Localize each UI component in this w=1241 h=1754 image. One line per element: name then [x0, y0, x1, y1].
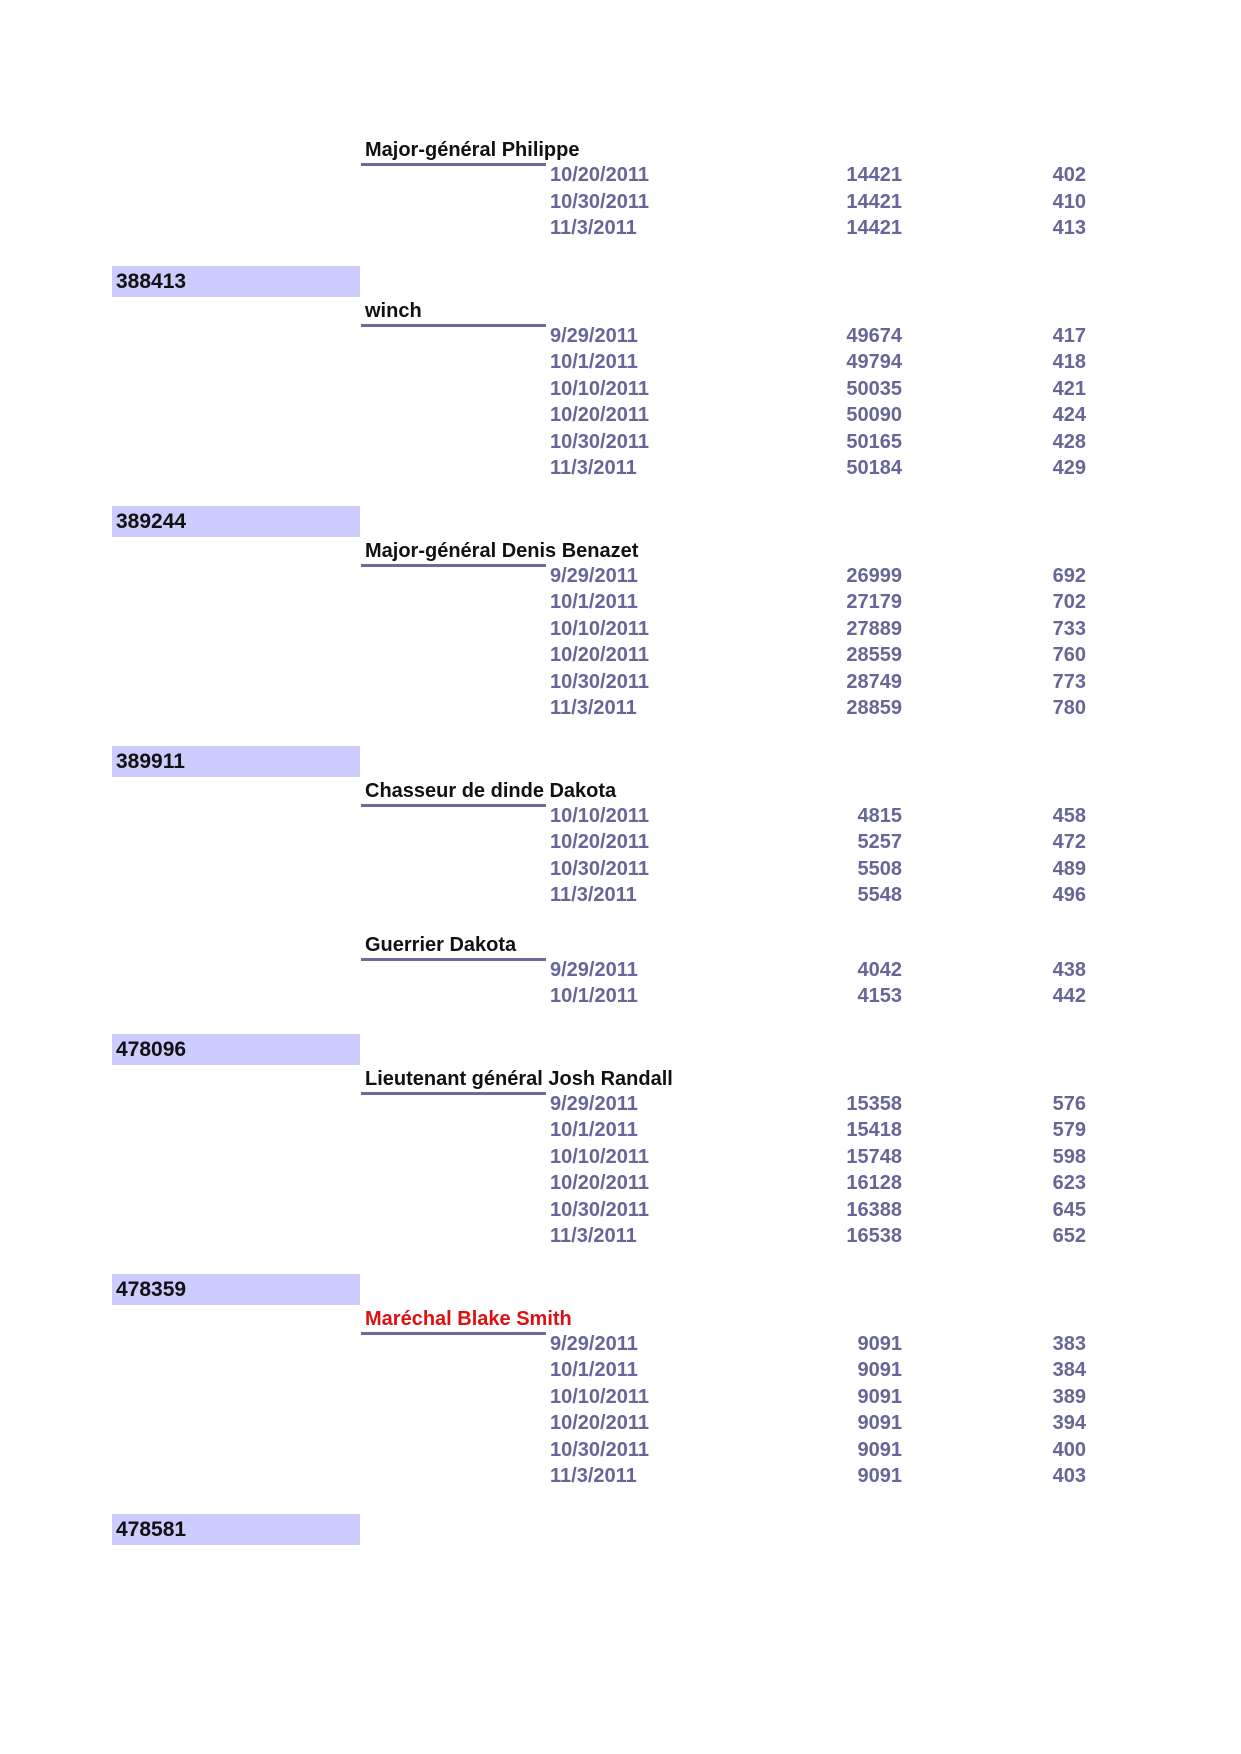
table-row	[0, 162, 1241, 189]
cell-date: 10/10/2011	[550, 804, 649, 827]
table-row	[0, 1463, 1241, 1490]
cell-date: 10/20/2011	[550, 1172, 649, 1194]
player-id-header: 478359	[112, 1274, 360, 1305]
table-row	[0, 1091, 1241, 1118]
table-row	[0, 882, 1241, 909]
cell-level: 402	[1052, 164, 1086, 186]
cell-level: 389	[1052, 1385, 1086, 1408]
cell-date: 10/1/2011	[550, 591, 638, 613]
cell-points: 9091	[857, 1412, 902, 1434]
table-row	[0, 1410, 1241, 1437]
cell-points: 9091	[857, 1465, 902, 1487]
table-row	[0, 1170, 1241, 1197]
table-row	[0, 1223, 1241, 1250]
cell-date: 9/29/2011	[550, 564, 638, 587]
player-id-header: 389911	[112, 746, 360, 777]
cell-date: 10/10/2011	[550, 617, 649, 640]
cell-level: 458	[1052, 804, 1086, 827]
cell-date: 11/3/2011	[550, 697, 637, 719]
cell-points: 5508	[857, 857, 902, 880]
table-row	[0, 957, 1241, 984]
player-id-header: 388413	[112, 266, 360, 297]
cell-level: 400	[1052, 1438, 1086, 1461]
rank-block	[0, 933, 1241, 1034]
data-rows	[0, 563, 1241, 722]
table-row	[0, 616, 1241, 643]
cell-date: 10/30/2011	[550, 430, 649, 453]
table-row	[0, 642, 1241, 669]
cell-date: 11/3/2011	[550, 884, 637, 906]
cell-date: 10/10/2011	[550, 1145, 649, 1168]
cell-level: 442	[1052, 985, 1086, 1007]
cell-points: 14421	[846, 217, 902, 239]
table-row	[0, 563, 1241, 590]
rank-name: Major-général Denis Benazet	[365, 539, 639, 562]
cell-points: 50184	[846, 457, 902, 479]
rank-block	[0, 1067, 1241, 1274]
rank-name: Lieutenant général Josh Randall	[365, 1067, 673, 1090]
table-row	[0, 856, 1241, 883]
cell-points: 9091	[857, 1359, 902, 1381]
rank-block	[0, 1307, 1241, 1514]
cell-date: 10/20/2011	[550, 644, 649, 666]
cell-date: 9/29/2011	[550, 958, 638, 981]
table-row	[0, 429, 1241, 456]
cell-level: 421	[1052, 377, 1086, 400]
cell-points: 14421	[846, 190, 902, 213]
cell-level: 780	[1052, 697, 1086, 719]
cell-date: 9/29/2011	[550, 324, 638, 347]
rank-name: winch	[365, 299, 422, 322]
table-row	[0, 1331, 1241, 1358]
rank-block	[0, 138, 1241, 266]
cell-date: 10/30/2011	[550, 857, 649, 880]
cell-date: 10/10/2011	[550, 377, 649, 400]
cell-level: 760	[1052, 644, 1086, 666]
spacer	[0, 482, 1241, 506]
rank-name: Major-général Philippe	[365, 139, 580, 161]
cell-level: 403	[1052, 1465, 1086, 1487]
cell-level: 645	[1052, 1198, 1086, 1221]
cell-points: 9091	[857, 1332, 902, 1355]
table-row	[0, 1357, 1241, 1384]
cell-date: 10/30/2011	[550, 1198, 649, 1221]
cell-level: 702	[1052, 591, 1086, 613]
cell-points: 15748	[846, 1145, 902, 1168]
cell-points: 9091	[857, 1438, 902, 1461]
cell-level: 413	[1052, 217, 1086, 239]
table-row	[0, 1117, 1241, 1144]
cell-points: 28559	[846, 644, 902, 666]
cell-level: 576	[1052, 1092, 1086, 1115]
table-row	[0, 695, 1241, 722]
spacer	[0, 242, 1241, 266]
data-rows	[0, 1091, 1241, 1250]
table-row	[0, 455, 1241, 482]
cell-level: 652	[1052, 1225, 1086, 1247]
data-rows	[0, 1331, 1241, 1490]
cell-points: 50165	[846, 430, 902, 453]
cell-points: 16128	[846, 1172, 902, 1194]
cell-points: 27179	[846, 591, 902, 613]
cell-level: 417	[1052, 324, 1086, 347]
spacer	[0, 1010, 1241, 1034]
cell-date: 9/29/2011	[550, 1332, 638, 1355]
cell-level: 424	[1052, 404, 1086, 426]
cell-date: 11/3/2011	[550, 217, 637, 239]
cell-date: 11/3/2011	[550, 1465, 637, 1487]
cell-points: 16388	[846, 1198, 902, 1221]
cell-date: 10/20/2011	[550, 1412, 649, 1434]
table-row	[0, 376, 1241, 403]
cell-points: 27889	[846, 617, 902, 640]
cell-level: 384	[1052, 1359, 1086, 1381]
data-rows	[0, 323, 1241, 482]
spacer	[0, 909, 1241, 933]
spacer	[0, 722, 1241, 746]
table-row	[0, 983, 1241, 1010]
cell-date: 10/1/2011	[550, 1359, 638, 1381]
table-row	[0, 803, 1241, 830]
cell-points: 4815	[857, 804, 902, 827]
cell-points: 50090	[846, 404, 902, 426]
rank-block	[0, 299, 1241, 506]
cell-level: 773	[1052, 670, 1086, 693]
cell-points: 49794	[846, 351, 902, 373]
cell-date: 10/30/2011	[550, 1438, 649, 1461]
data-rows	[0, 803, 1241, 909]
table-row	[0, 349, 1241, 376]
spacer	[0, 1490, 1241, 1514]
cell-points: 49674	[846, 324, 902, 347]
cell-points: 9091	[857, 1385, 902, 1408]
cell-points: 14421	[846, 164, 902, 186]
cell-points: 4042	[857, 958, 902, 981]
cell-date: 10/20/2011	[550, 164, 649, 186]
table-row	[0, 1437, 1241, 1464]
player-id-header: 389244	[112, 506, 360, 537]
cell-level: 623	[1052, 1172, 1086, 1194]
cell-level: 733	[1052, 617, 1086, 640]
cell-date: 11/3/2011	[550, 457, 637, 479]
cell-points: 15418	[846, 1119, 902, 1141]
table-row	[0, 189, 1241, 216]
table-row	[0, 1384, 1241, 1411]
cell-date: 10/1/2011	[550, 1119, 638, 1141]
cell-level: 410	[1052, 190, 1086, 213]
player-id-header: 478096	[112, 1034, 360, 1065]
table-row	[0, 589, 1241, 616]
cell-level: 579	[1052, 1119, 1086, 1141]
spacer	[0, 1545, 1241, 1547]
cell-level: 472	[1052, 831, 1086, 853]
rank-name: Maréchal Blake Smith	[365, 1307, 572, 1330]
cell-level: 438	[1052, 958, 1086, 981]
cell-date: 10/30/2011	[550, 670, 649, 693]
player-id-header: 478581	[112, 1514, 360, 1545]
cell-date: 10/20/2011	[550, 831, 649, 853]
table-row	[0, 402, 1241, 429]
cell-level: 418	[1052, 351, 1086, 373]
rank-name: Guerrier Dakota	[365, 933, 517, 956]
cell-points: 15358	[846, 1092, 902, 1115]
cell-level: 496	[1052, 884, 1086, 906]
spacer	[0, 1250, 1241, 1274]
cell-date: 10/30/2011	[550, 190, 649, 213]
report-page	[0, 138, 1241, 1547]
data-rows	[0, 162, 1241, 242]
cell-level: 429	[1052, 457, 1086, 479]
cell-points: 5548	[857, 884, 902, 906]
cell-points: 28859	[846, 697, 902, 719]
table-row	[0, 1197, 1241, 1224]
rank-block	[0, 539, 1241, 746]
cell-points: 16538	[846, 1225, 902, 1247]
table-row	[0, 215, 1241, 242]
cell-points: 28749	[846, 670, 902, 693]
cell-level: 489	[1052, 857, 1086, 880]
cell-level: 394	[1052, 1412, 1086, 1434]
cell-level: 692	[1052, 564, 1086, 587]
cell-points: 26999	[846, 564, 902, 587]
cell-date: 10/1/2011	[550, 985, 638, 1007]
cell-points: 50035	[846, 377, 902, 400]
cell-level: 428	[1052, 430, 1086, 453]
table-row	[0, 829, 1241, 856]
table-row	[0, 669, 1241, 696]
data-rows	[0, 957, 1241, 1010]
table-row	[0, 323, 1241, 350]
cell-points: 5257	[857, 831, 902, 853]
cell-date: 10/1/2011	[550, 351, 638, 373]
rank-block	[0, 779, 1241, 933]
cell-date: 10/10/2011	[550, 1385, 649, 1408]
cell-level: 383	[1052, 1332, 1086, 1355]
cell-points: 4153	[857, 985, 902, 1007]
cell-level: 598	[1052, 1145, 1086, 1168]
cell-date: 9/29/2011	[550, 1092, 638, 1115]
cell-date: 10/20/2011	[550, 404, 649, 426]
table-row	[0, 1144, 1241, 1171]
rank-name: Chasseur de dinde Dakota	[365, 779, 617, 802]
cell-date: 11/3/2011	[550, 1225, 637, 1247]
